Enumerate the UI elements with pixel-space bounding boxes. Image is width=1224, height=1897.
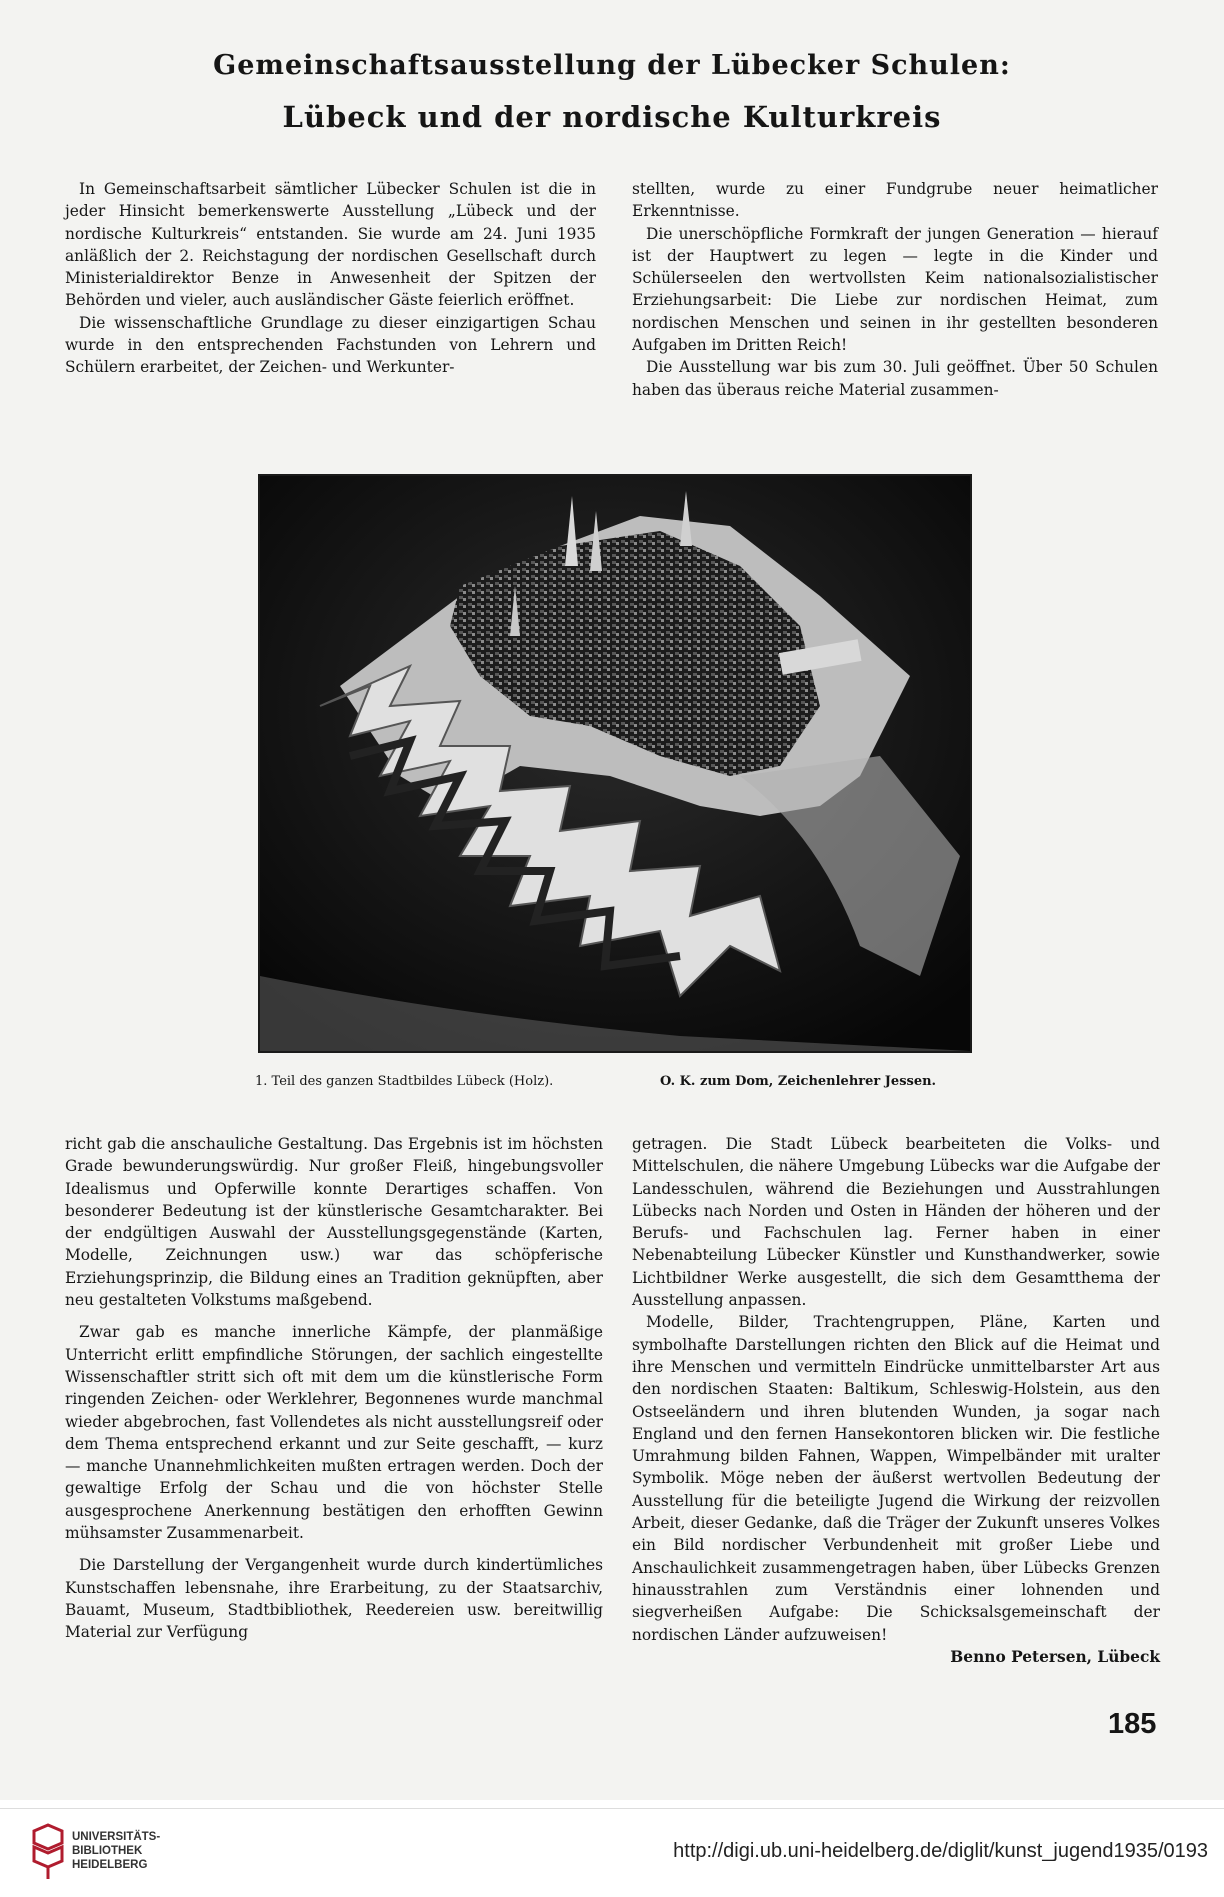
paragraph: Die unerschöpfliche Formkraft der jungen Generation — hierauf ist der Hauptwert zu legen — legte in die Kinder und Schülerseelen den wertvollsten Keim nationalsozialistischer Erziehungsarbeit: Die Liebe zur nordischen Heimat, zum nordischen Menschen und seinen in ihr gestellten besonderen Aufgaben im Dritten Reich! <box>632 224 1158 355</box>
library-name[interactable] <box>72 1830 160 1872</box>
university-library-logo-icon[interactable] <box>28 1823 68 1881</box>
paragraph: stellten, wurde zu einer Fundgrube neuer heimatlicher Erkenntnisse. <box>632 180 1158 221</box>
text-column-top-right <box>632 178 1158 401</box>
author-signature: Benno Petersen, Lübeck <box>950 1647 1160 1666</box>
paragraph: richt gab die anschauliche Gestaltung. Das Ergebnis ist im höchsten Grade bewunderungswürdig. Nur großer Fleiß, hingebungsvoller Idealismus und Opferwille konnte Derartiges schaffen. Von besonderer Bedeutung ist der künstlerische Gesamtcharakter. Bei der endgültigen Auswahl der Ausstellungsgegenstände (Karten, Modelle, Zeichnungen usw.) war das schöpferische Erziehungsprinzip, die Bildung eines an Tradition geknüpften, aber neu gestalteten Volkstums maßgebend. <box>65 1135 603 1310</box>
text-column-bottom-right <box>632 1133 1160 1668</box>
lubeck-wooden-model-image <box>260 476 970 1051</box>
city-model-photo <box>258 474 972 1053</box>
library-name-line: UNIVERSITÄTS- <box>72 1831 161 1843</box>
paragraph: Die Darstellung der Vergangenheit wurde durch kindertümliches Kunstschaffen lebensnahe, ihre Erarbeitung, zu der Staatsarchiv, Bauamt, Museum, Stadtbibliothek, Reedereien usw. bereitwillig Material zur Verfügung <box>65 1556 603 1642</box>
article-subtitle: Lübeck und der nordische Kulturkreis <box>282 100 942 134</box>
footer-bar <box>0 1808 1224 1897</box>
text-column-bottom-left <box>65 1133 603 1644</box>
source-url-link[interactable]: http://digi.ub.uni-heidelberg.de/diglit/kunst_jugend1935/0193 <box>673 1840 1208 1862</box>
paragraph: Die wissenschaftliche Grundlage zu dieser einzigartigen Schau wurde in den entsprechenden Fachstunden von Lehrern und Schülern erarbeitet, der Zeichen- und Werkunter- <box>65 313 596 377</box>
figure-caption-right: O. K. zum Dom, Zeichenlehrer Jessen. <box>660 1074 937 1089</box>
page-number: 185 <box>1108 1708 1157 1740</box>
library-name-line: HEIDELBERG <box>72 1859 148 1871</box>
text-column-top-left <box>65 178 596 379</box>
library-name-line: BIBLIOTHEK <box>72 1845 143 1857</box>
paragraph: Modelle, Bilder, Trachtengruppen, Pläne, Karten und symbolhafte Darstellungen richten den Blick auf die Heimat und ihre Menschen und vermitteln Eindrücke unmittelbarster Art aus den nordischen Staaten: Baltikum, Schleswig-Holstein, aus den Ostseeländern und ihren blutenden Wunden, ja sogar nach England und den fernen Hansekontoren blicken wir. Die festliche Umrahmung bilden Fahnen, Wappen, Wimpelbänder mit uralter Symbolik. Möge neben der äußerst wertvollen Bedeutung der Ausstellung für die beteiligte Jugend die Wirkung der reizvollen Arbeit, dieser Gedanke, daß die Träger der Zukunft unseres Volkes ein Bild nordischer Verbundenheit mit großer Liebe und Anschaulichkeit zusammengetragen haben, über Lübecks Grenzen hinausstrahlen zum Verständnis einer lohnenden und siegverheißen Aufgabe: Die Schicksalsgemeinschaft der nordischen Länder aufzuweisen! <box>632 1313 1160 1644</box>
figure-caption-left: 1. Teil des ganzen Stadtbildes Lübeck (Holz). <box>255 1074 554 1089</box>
paragraph: In Gemeinschaftsarbeit sämtlicher Lübecker Schulen ist die in jeder Hinsicht bemerkenswerte Ausstellung „Lübeck und der nordische Kulturkreis“ entstanden. Sie wurde am 24. Juni 1935 anläßlich der 2. Reichstagung der nordischen Gesellschaft durch Ministerialdirektor Benze in Anwesenheit der Spitzen der Behörden und vieler, auch ausländischer Gäste feierlich eröffnet. <box>65 180 596 310</box>
paragraph: Zwar gab es manche innerliche Kämpfe, der planmäßige Unterricht erlitt empfindliche Störungen, der sachlich eingestellte Wissenschaftler stritt sich oft mit dem um die künstlerische Form ringenden Zeichen- oder Werklehrer, Begonnenes wurde manchmal wieder abgebrochen, fast Vollendetes als nicht ausstellungsreif oder dem Thema entsprechend erkannt und zur Seite geschafft, — kurz — manche Unannehmlichkeiten mußten ertragen werden. Doch der gewaltige Erfolg der Schau und die von höchster Stelle ausgesprochene Anerkennung bestätigen den erhofften Gewinn mühsamster Zusammenarbeit. <box>65 1323 603 1543</box>
article-title: Gemeinschaftsausstellung der Lübecker Schulen: <box>213 50 1011 81</box>
paragraph: Die Ausstellung war bis zum 30. Juli geöffnet. Über 50 Schulen haben das überaus reiche Material zusammen- <box>632 358 1158 399</box>
paragraph: getragen. Die Stadt Lübeck bearbeiteten die Volks- und Mittelschulen, die nähere Umgebung Lübecks war die Aufgabe der Landesschulen, während die Beziehungen und Ausstrahlungen Lübecks nach Norden und Osten in Händen der höheren und der Berufs- und Fachschulen lag. Ferner haben in einer Nebenabteilung Lübecker Künstler und Kunsthandwerker, sowie Lichtbildner Werke ausgestellt, die sich dem Gesamtthema der Ausstellung anpassen. <box>632 1135 1160 1310</box>
